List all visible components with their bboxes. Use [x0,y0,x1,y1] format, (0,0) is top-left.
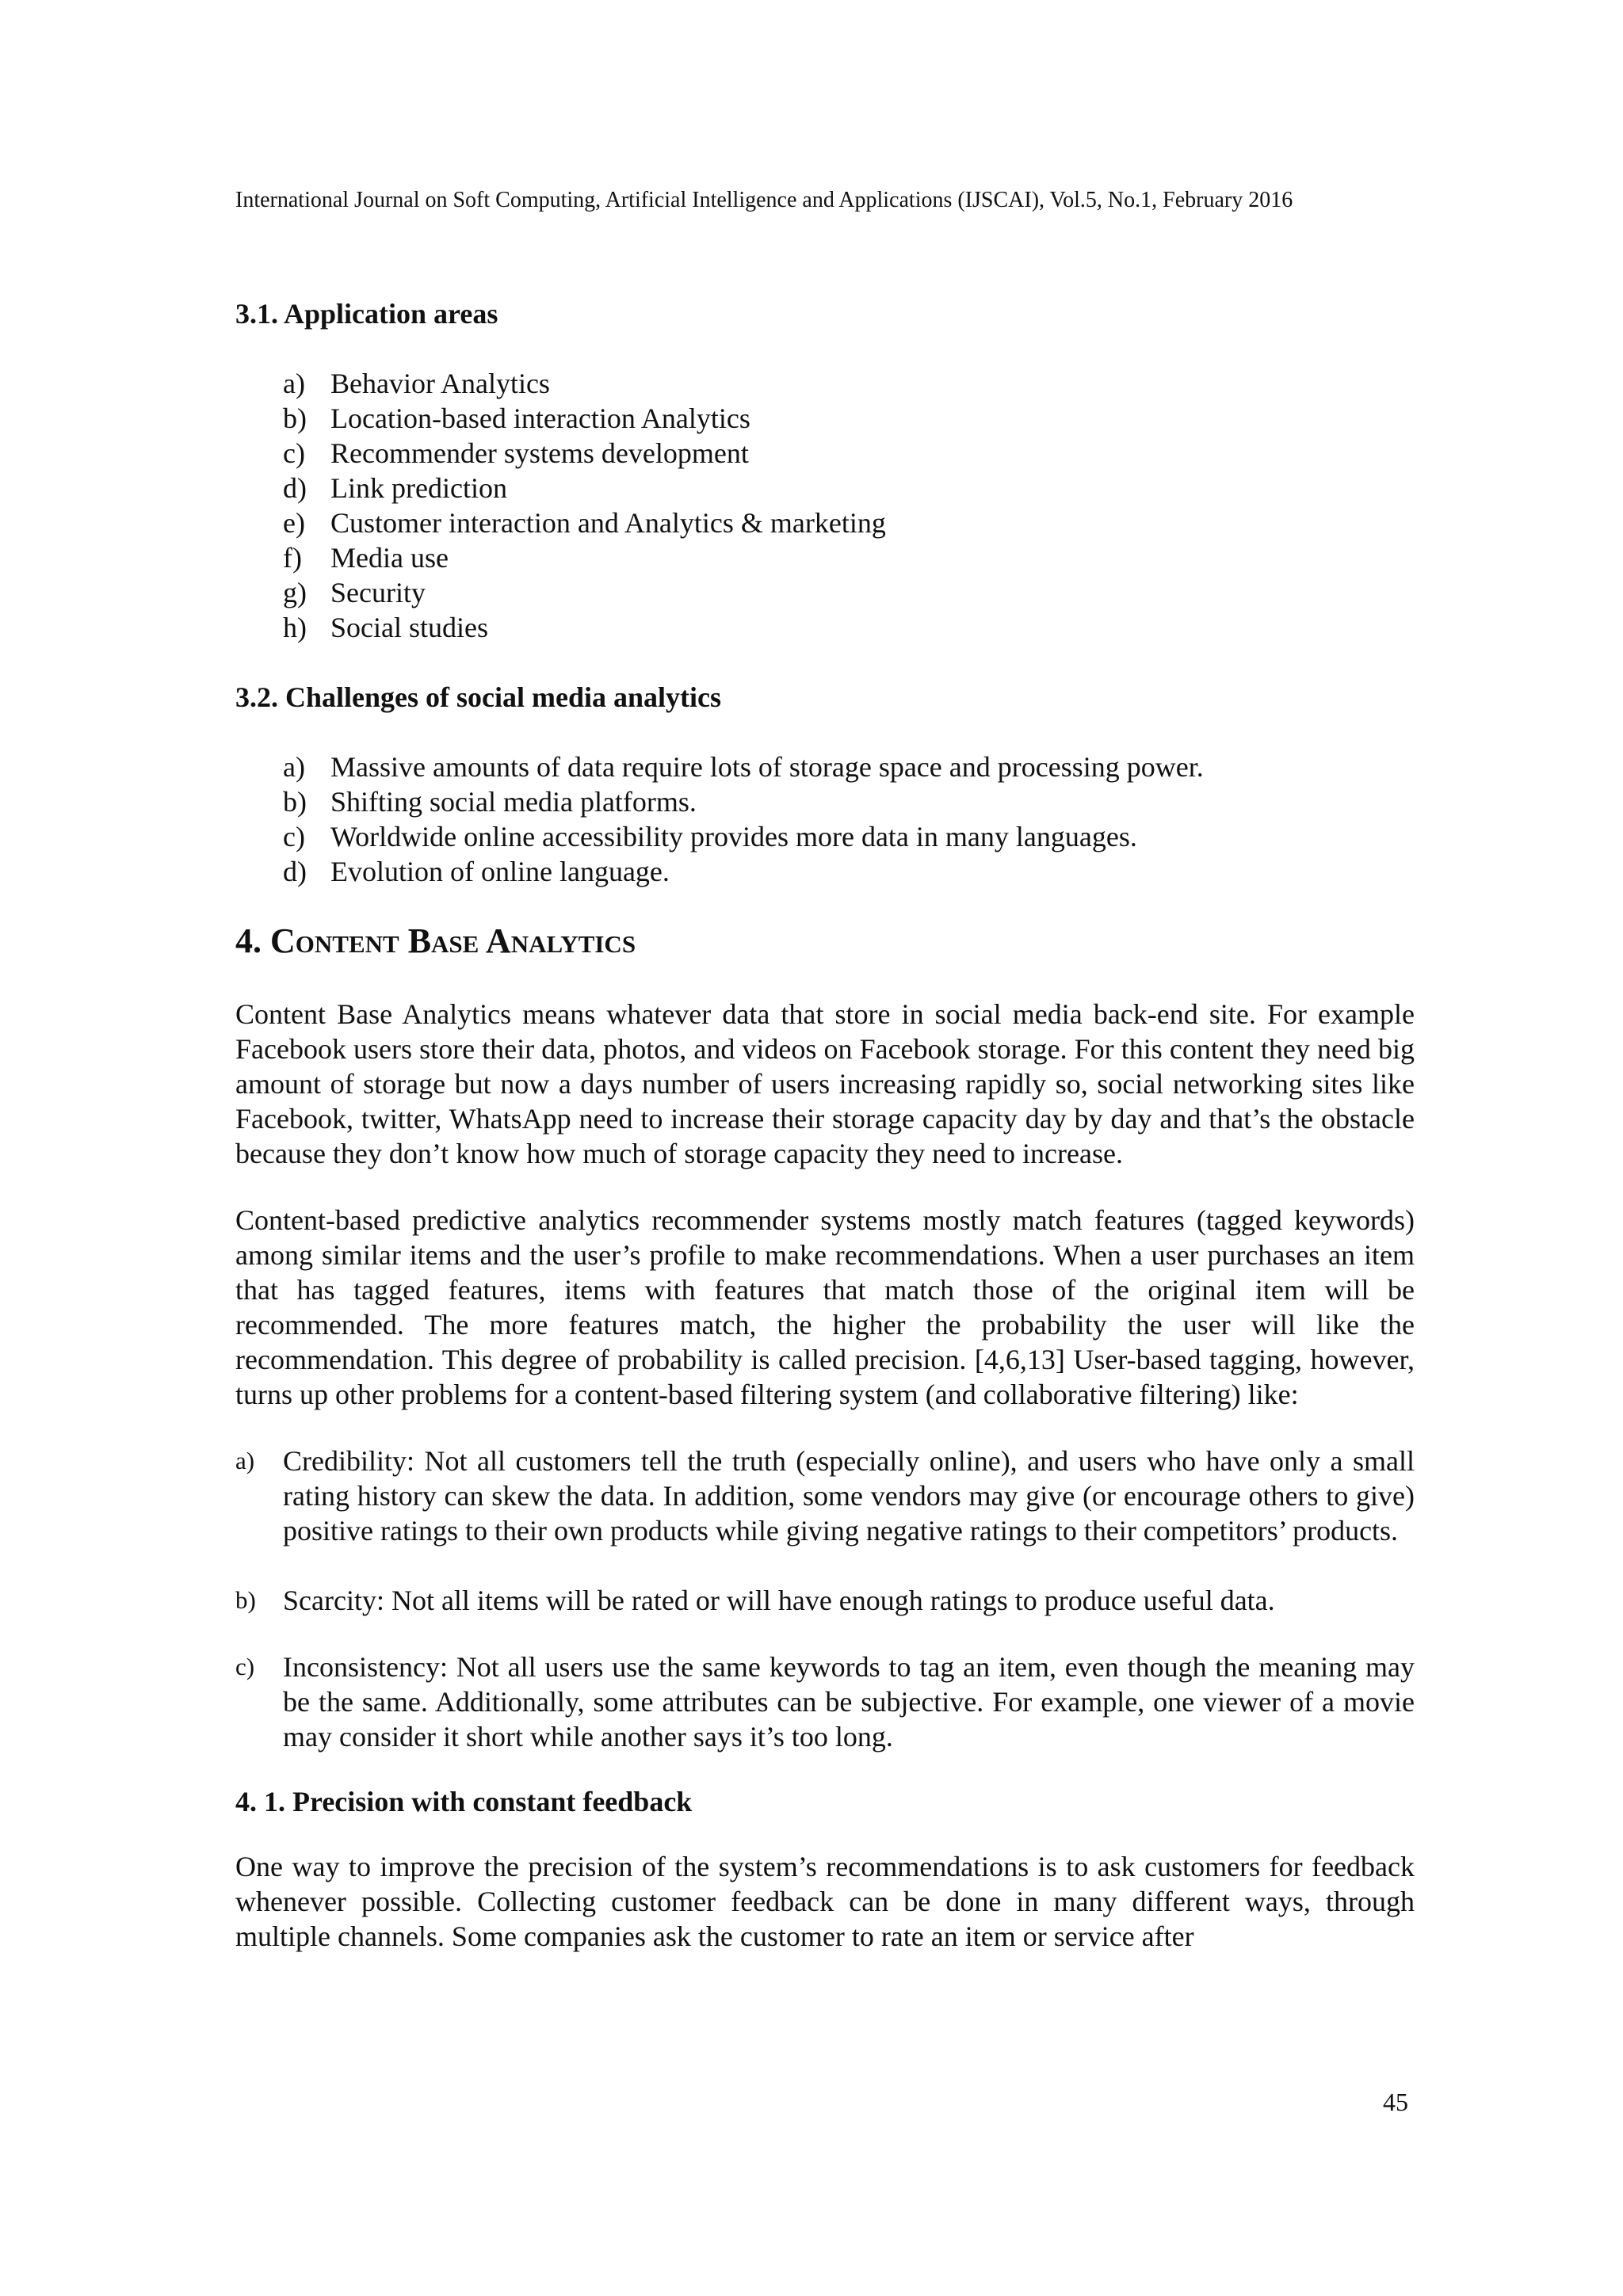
section-heading-4-1: 4. 1. Precision with constant feedback [235,1786,693,1817]
list-item-text: Customer interaction and Analytics & marketing [330,507,886,539]
list-item-text: Scarcity: Not all items will be rated or will have enough ratings to produce useful data. [283,1585,1275,1616]
list-item-text: Evolution of online language. [330,856,670,887]
list-marker: d) [283,856,307,887]
list-item [283,366,1415,401]
list-item-text: Link prediction [330,472,507,504]
list-marker: d) [283,472,307,504]
list-item [235,1650,1415,1754]
section-heading-4 [235,921,1415,962]
list-marker: b) [283,786,307,818]
list-marker: c) [283,437,305,469]
section-heading-3-2: 3.2. Challenges of social media analytics [235,681,721,713]
section-heading-3-1: 3.1. Application areas [235,298,498,330]
list-marker: c) [235,1653,255,1680]
list-item [235,1444,1415,1548]
paragraph: One way to improve the precision of the system’s recommendations is to ask customers for feedback whenever possible. Collecting customer feedback can be done in many different ways, through multiple channels. Some companies ask the customer to rate an item or service after [235,1851,1415,1952]
list-item-text: Social studies [330,612,488,643]
list-marker: f) [283,542,302,574]
list-item-text: Inconsistency: Not all users use the same keywords to tag an item, even though the meaning may be the same. Additionally, some attributes can be subjective. For example, one viewer of a movie may consider it short while another says it’s too long. [283,1651,1415,1753]
list-item [283,610,1415,645]
list-item-text: Behavior Analytics [330,368,550,399]
list-marker: a) [283,368,305,399]
list-marker: h) [283,612,307,643]
list-marker: g) [283,577,307,608]
list-item-text: Shifting social media platforms. [330,786,697,818]
list-marker: a) [283,751,305,783]
list-item [283,854,1415,889]
section-title: Content Base Analytics [270,921,636,960]
list-marker: e) [283,507,305,539]
list-item-text: Massive amounts of data require lots of storage space and processing power. [330,751,1204,783]
page-content [235,296,1415,1954]
list-marker: b) [283,402,307,434]
section-number: 4. [235,921,262,960]
application-areas-list [235,366,1415,645]
challenges-list [235,749,1415,889]
list-item-text: Worldwide online accessibility provides more data in many languages. [330,821,1137,852]
list-item [283,401,1415,436]
list-item [283,540,1415,575]
problems-list [235,1444,1415,1754]
paragraph: Content Base Analytics means whatever data that store in social media back-end site. For example Facebook users store their data, photos, and videos on Facebook storage. For this content they need big amount of storage but now a days number of users increasing rapidly so, social networking sites like Facebook, twitter, WhatsApp need to increase their storage capacity day by day and that’s the obstacle because they don’t know how much of storage capacity they need to increase. [235,998,1415,1169]
list-marker: a) [235,1447,255,1474]
list-item [283,819,1415,854]
list-item [283,471,1415,505]
list-item-text: Credibility: Not all customers tell the truth (especially online), and users who have only a small rating history can skew the data. In addition, some vendors may give (or encourage others to give) positive ratings to their own products while giving negative ratings to their competitors’ products. [283,1445,1415,1547]
list-item [283,505,1415,540]
running-header: International Journal on Soft Computing, Artificial Intelligence and Applications (IJSCAI), Vol.5, No.1, February 2016 [235,188,1293,212]
list-item [283,575,1415,610]
list-item-text: Security [330,577,426,608]
paragraph: Content-based predictive analytics recommender systems mostly match features (tagged keywords) among similar items and the user’s profile to make recommendations. When a user purchases an item that has tagged features, items with features that match those of the original item will be recommended. The more features match, the higher the probability the user will like the recommendation. This degree of probability is called precision. [4,6,13] User-based tagging, however, turns up other problems for a content-based filtering system (and collaborative filtering) like: [235,1204,1415,1410]
list-item [283,749,1415,784]
list-item-text: Location-based interaction Analytics [330,402,750,434]
list-item-text: Media use [330,542,449,574]
list-marker: c) [283,821,305,852]
list-item-text: Recommender systems development [330,437,749,469]
list-item [283,784,1415,819]
list-marker: b) [235,1586,256,1614]
page-number: 45 [1383,2088,1408,2116]
list-item [283,436,1415,471]
list-item [235,1583,1415,1618]
